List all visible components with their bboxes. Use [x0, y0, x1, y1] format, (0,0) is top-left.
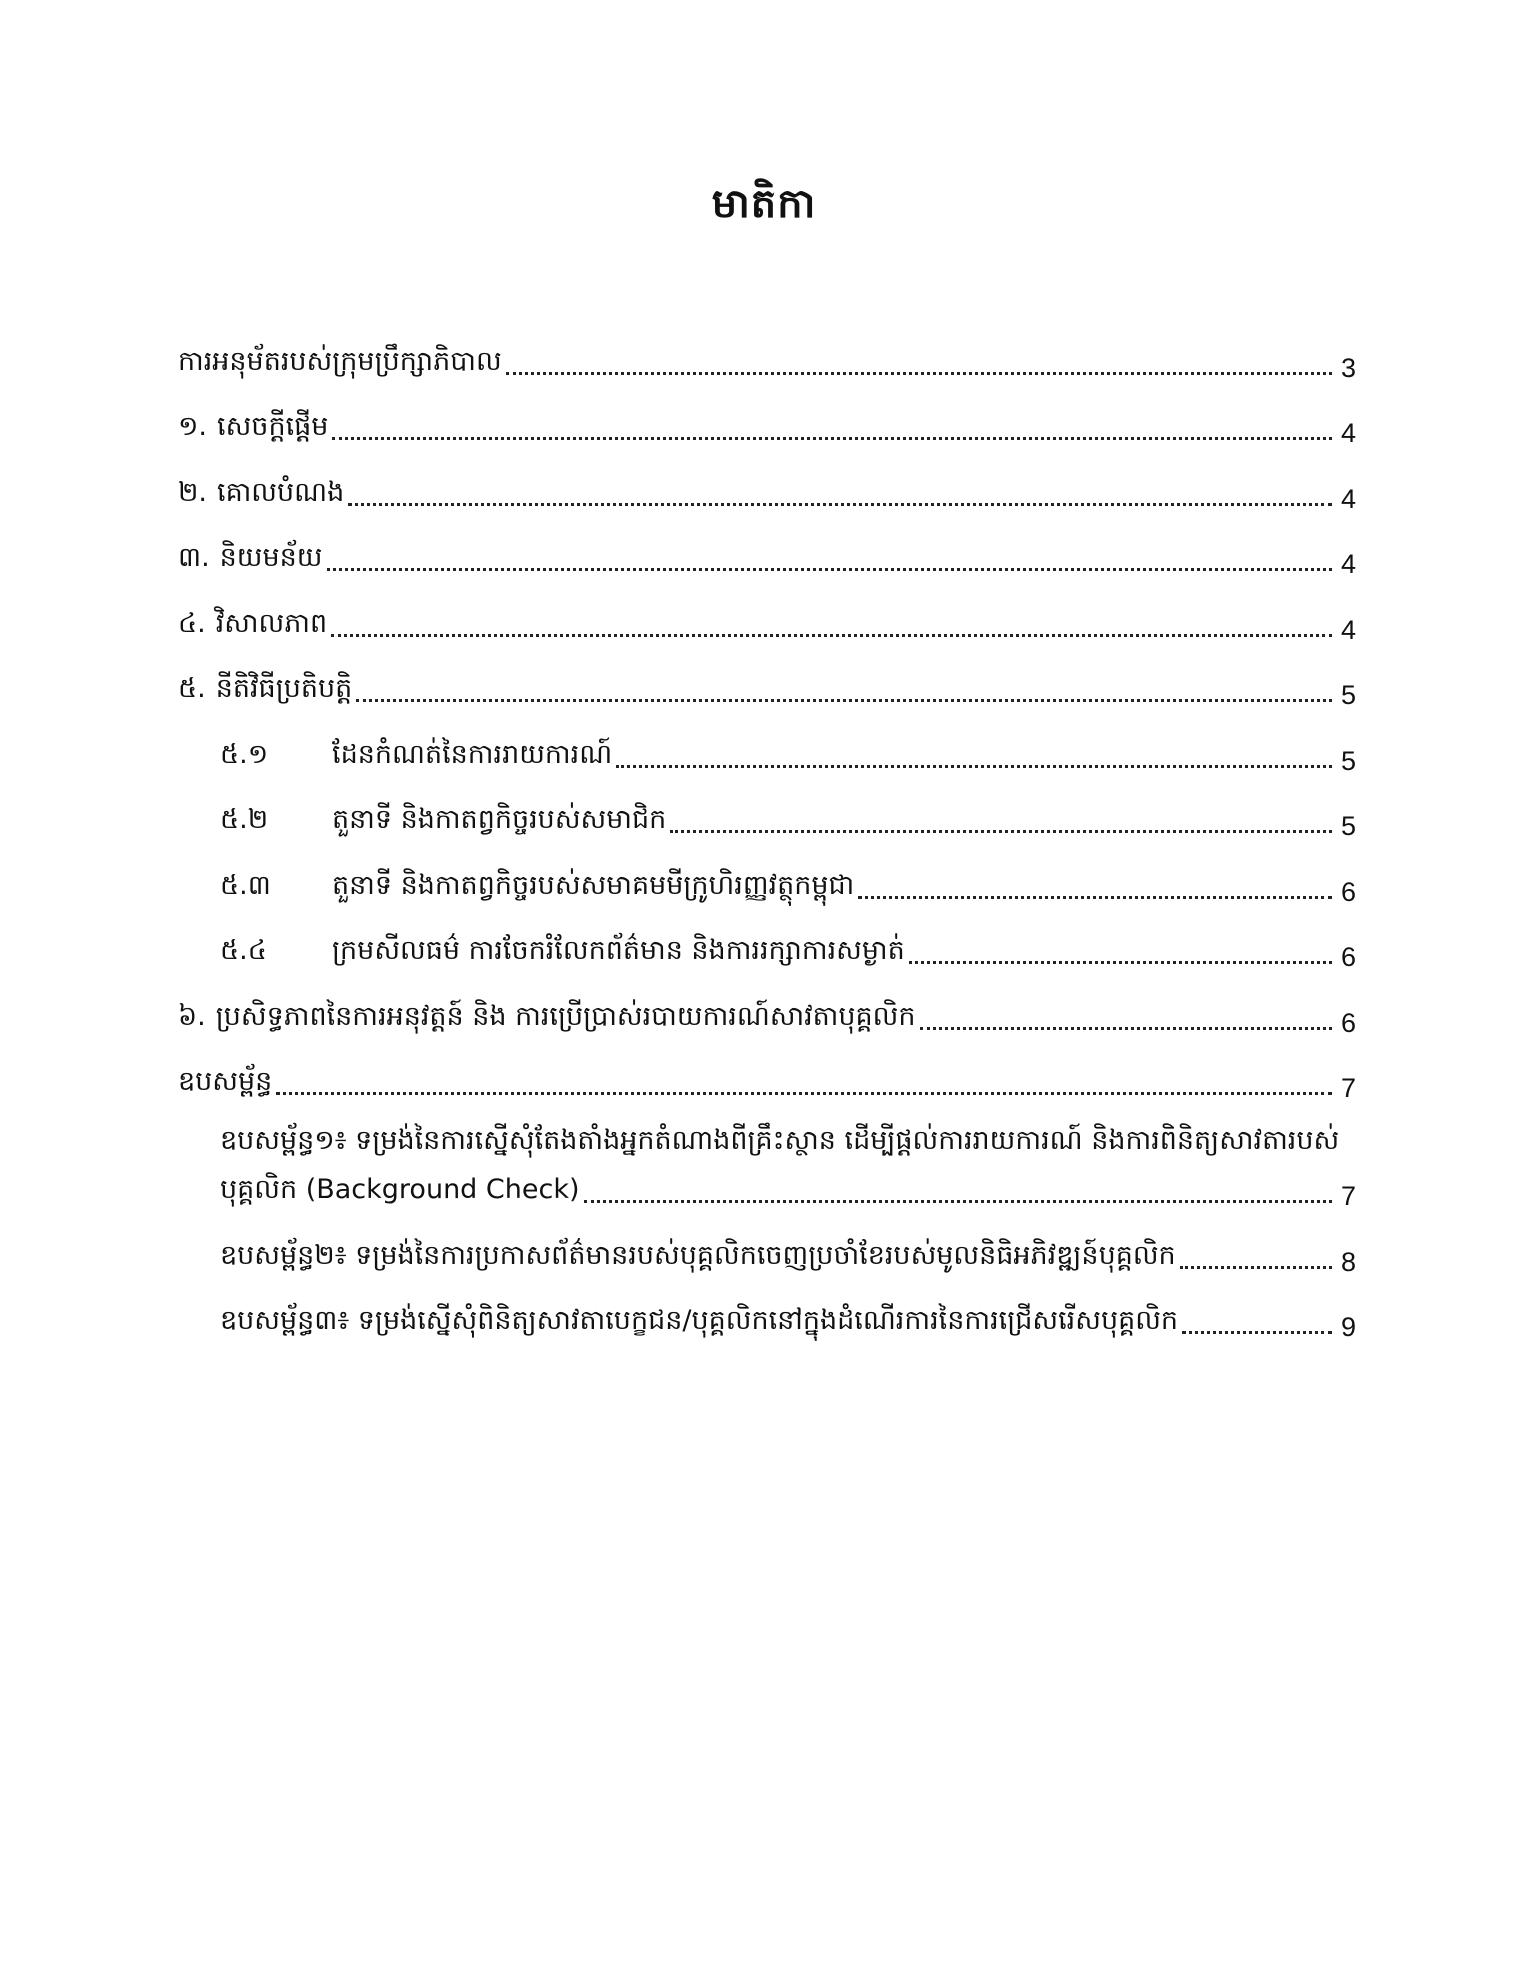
toc-entry-label: នីតិវិធីប្រតិបត្តិ	[215, 673, 353, 704]
dot-leader	[1180, 1266, 1332, 1269]
toc-page-number: 6	[1340, 876, 1356, 907]
toc-entry-label: សេចក្ដីផ្ដើម	[217, 411, 329, 442]
dot-leader	[356, 699, 1332, 702]
dot-leader	[670, 830, 1332, 833]
toc-entry-label: វិសាលភាព	[215, 607, 328, 639]
toc-entry-reporting-limits[interactable]	[178, 711, 1356, 777]
toc-entry-label-line1: ឧបសម្ព័ន្ធ១៖ ទម្រង់នៃការស្នើសុំតែងតាំងអ្នកតំណាងពីគ្រឹះស្ថាន ដើម្បីផ្ដល់ការរាយការណ៍ និងការពិនិត្យសាវតារបស់	[220, 1125, 1340, 1156]
toc-entry-number: ១.	[178, 411, 208, 442]
toc-page-number: 7	[1340, 1181, 1356, 1211]
toc-page-number: 6	[1340, 942, 1356, 972]
toc-entry-label: ក្រមសីលធម៌ ការចែករំលែកព័ត៌មាន និងការរក្សាការសម្ងាត់	[332, 935, 905, 966]
toc-entry-annex-3[interactable]	[178, 1278, 1356, 1344]
toc-page-number: 6	[1340, 1007, 1356, 1038]
dot-leader	[327, 568, 1333, 571]
dot-leader	[332, 437, 1332, 440]
toc-entry-label-line2: បុគ្គលិក (Background Check)	[220, 1174, 580, 1205]
toc-entry-annex-1[interactable]	[178, 1104, 1356, 1212]
toc-title: មាតិកា	[711, 181, 817, 227]
toc-entry-association-duties[interactable]	[178, 842, 1356, 908]
dot-leader	[920, 1027, 1332, 1030]
toc-page-number: 8	[1340, 1246, 1356, 1277]
toc-entry-objective[interactable]	[178, 449, 1356, 515]
toc-entry-procedures[interactable]	[178, 646, 1356, 712]
toc-entry-label: និយមន័យ	[219, 542, 323, 573]
toc-entry-number: ៥.២	[220, 804, 269, 835]
toc-entry-label: តួនាទី និងកាតព្វកិច្ចរបស់សមាជិក	[332, 804, 667, 835]
toc-page-number: 9	[1340, 1312, 1356, 1342]
dot-leader	[584, 1200, 1333, 1203]
toc-page-number: 4	[1340, 614, 1356, 645]
dot-leader	[616, 765, 1332, 768]
toc-entry-scope[interactable]	[178, 580, 1356, 646]
toc-entry-board-approval[interactable]	[178, 318, 1356, 384]
toc-entry-number: ៥.៤	[220, 935, 267, 966]
toc-entry-member-duties[interactable]	[178, 777, 1356, 843]
dot-leader	[858, 896, 1332, 899]
toc-entry-label: ប្រសិទ្ធភាពនៃការអនុវត្តន៍ និង ការប្រើប្រាស់របាយការណ៍សាវតាបុគ្គលិក	[215, 1000, 916, 1032]
toc-entry-label: តួនាទី និងកាតព្វកិច្ចរបស់សមាគមមីក្រូហិរញ្ញវត្ថុកម្ពុជា	[332, 869, 855, 901]
toc-page-number: 4	[1340, 483, 1356, 514]
toc-entry-label: ការអនុម័តរបស់ក្រុមប្រឹក្សាភិបាល	[178, 345, 502, 377]
toc-entry-number: ៣.	[178, 542, 210, 573]
toc-entry-number: ២.	[178, 476, 208, 508]
toc-entry-label: ឧបសម្ព័ន្ធ២៖ ទម្រង់នៃការប្រកាសព័ត៌មានរបស់បុគ្គលិកចេញប្រចាំខែរបស់មូលនិធិអភិវឌ្ឍន៍បុគ្គលិក	[220, 1239, 1176, 1271]
toc-entry-code-of-ethics[interactable]	[178, 908, 1356, 974]
toc-entry-definitions[interactable]	[178, 515, 1356, 581]
toc-page-number: 5	[1340, 680, 1356, 710]
dot-leader	[348, 503, 1332, 506]
dot-leader	[506, 372, 1332, 375]
dot-leader	[909, 961, 1332, 964]
toc-entry-number: ៥.៣	[220, 869, 271, 901]
toc-entry-label: ដែនកំណត់នៃការរាយការណ៍	[332, 738, 613, 770]
dot-leader	[331, 634, 1332, 637]
toc-entry-label: ឧបសម្ព័ន្ធ៣៖ ទម្រង់ស្នើសុំពិនិត្យសាវតាបេក្ខជន/បុគ្គលិកនៅក្នុងដំណើរការនៃការជ្រើសរើសបុគ្គលិក	[220, 1305, 1179, 1336]
toc-entry-number: ៦.	[178, 1000, 206, 1032]
toc-entry-introduction[interactable]	[178, 384, 1356, 450]
toc-entry-number: ៤.	[178, 607, 206, 639]
toc-entry-label: ឧបសម្ព័ន្ធ	[178, 1066, 273, 1097]
toc-page-number: 5	[1340, 811, 1356, 841]
toc-page-number: 4	[1340, 549, 1356, 579]
dot-leader	[1182, 1331, 1332, 1334]
toc-entry-number: ៥.	[178, 673, 206, 704]
toc-entry-number: ៥.១	[220, 738, 269, 770]
dot-leader	[276, 1092, 1332, 1095]
toc-page-number: 7	[1340, 1073, 1356, 1103]
toc-entry-annexes[interactable]	[178, 1039, 1356, 1105]
toc-entry-label: គោលបំណង	[217, 476, 345, 508]
table-of-contents	[178, 318, 1356, 1343]
toc-page-number: 3	[1340, 352, 1356, 383]
toc-page-number: 5	[1340, 745, 1356, 776]
toc-entry-annex-2[interactable]	[178, 1212, 1356, 1278]
toc-entry-effectiveness[interactable]	[178, 973, 1356, 1039]
toc-page-number: 4	[1340, 418, 1356, 448]
